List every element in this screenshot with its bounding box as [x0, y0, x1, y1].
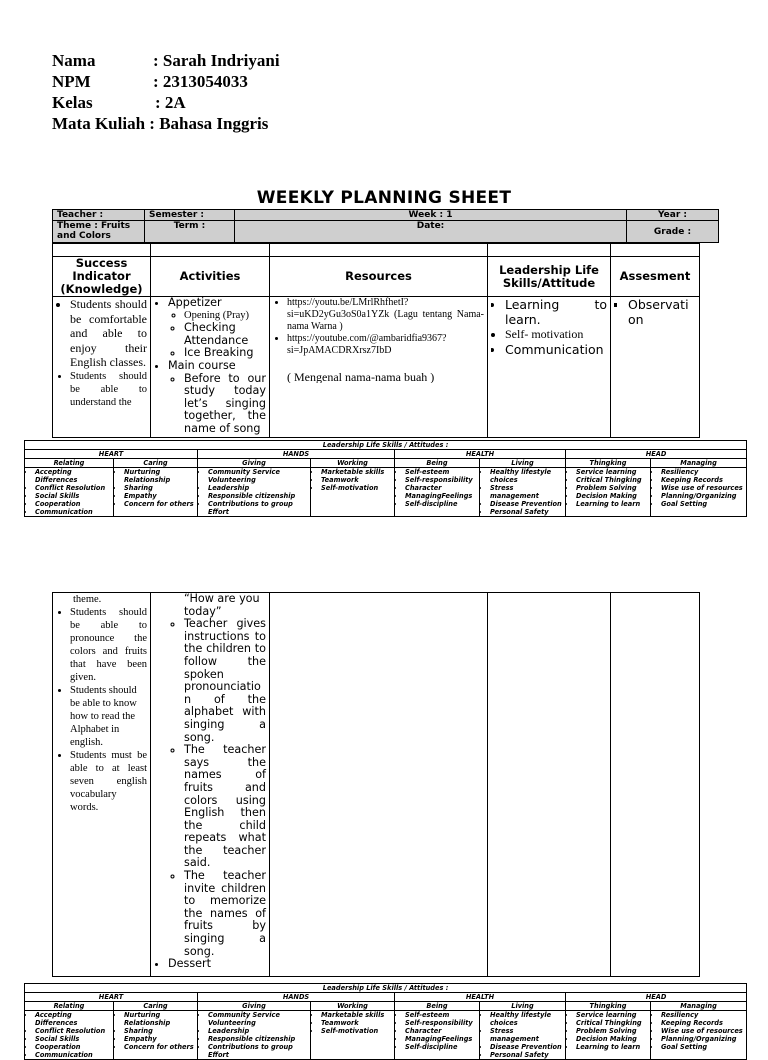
success-item: • Students should be able to know how to read the Alphabet in english.	[70, 684, 147, 749]
skills-list-item: • Self-discipline	[405, 1043, 477, 1051]
skills-list-item: • Nurturing Relationship	[124, 1011, 195, 1027]
year-cell: Year :	[627, 210, 719, 221]
assessment-cell-continued	[611, 593, 700, 977]
skills-list-item: • Self-responsibility	[405, 1019, 477, 1027]
skills-list-item: • Planning/Organizing	[661, 1035, 744, 1043]
skills-list-item: • Self-esteem	[405, 1011, 477, 1019]
skills-list-item: • Learning to learn	[576, 500, 648, 508]
skills-list-item: • Nurturing Relationship	[124, 468, 195, 484]
skills-list-item: • Self-responsibility	[405, 476, 477, 484]
skills-list-item: • Personal Safety	[490, 1051, 563, 1059]
skills-list-item: • Sharing	[124, 1027, 195, 1035]
skills-list-item: • Responsible citizenship	[208, 1035, 308, 1043]
leadership-item: • Communication	[505, 342, 607, 357]
skills-group-head: HEAD	[566, 993, 747, 1002]
success-continuation: theme.	[73, 594, 102, 605]
skills-subheader: Relating	[25, 1002, 114, 1011]
content-row-continued	[53, 593, 700, 977]
leadership-skills-legend-1	[24, 440, 747, 517]
skills-list-cell	[114, 468, 198, 517]
skills-list-item: • Marketable skills	[321, 1011, 392, 1019]
skills-title: Leadership Life Skills / Attitudes :	[25, 441, 747, 450]
skills-subheader: Being	[395, 1002, 480, 1011]
activity-continuation: “How are you today”	[184, 592, 260, 618]
skills-list-item: • Keeping Records	[661, 1019, 744, 1027]
skills-subheader: Living	[480, 1002, 566, 1011]
success-item: • Students must be able to at least seven english vocabulary words.	[70, 749, 147, 814]
skills-list-item: • ManagingFeelings	[405, 492, 477, 500]
skills-subheader: Thingking	[566, 459, 651, 468]
skills-subheader: Caring	[114, 459, 198, 468]
skills-list-item: • Responsible citizenship	[208, 492, 308, 500]
skills-list-item: • Empathy	[124, 492, 195, 500]
skills-list-cell	[198, 1011, 311, 1060]
skills-list-item: • Community Service Volunteering	[208, 468, 308, 484]
assessment-cell	[611, 297, 700, 438]
skills-list-item: • Teamwork	[321, 476, 392, 484]
planning-table-page-1	[52, 243, 700, 438]
skills-list-cell	[480, 1011, 566, 1060]
skills-subheader: Relating	[25, 459, 114, 468]
leadership-skills-legend-2	[24, 983, 747, 1060]
skills-list-item: • Critical Thingking	[576, 1019, 648, 1027]
skills-list-cell	[566, 1011, 651, 1060]
leadership-item: • Self- motivation	[505, 327, 607, 342]
skills-list-item: • Concern for others	[124, 500, 195, 508]
skills-list-item: • Problem Solving	[576, 484, 648, 492]
skills-list-item: • Self-esteem	[405, 468, 477, 476]
skills-list-item: • Leadership	[208, 484, 308, 492]
skills-list-item: • Self-motivation	[321, 1027, 392, 1035]
skills-list-item: • Contributions to group Effort	[208, 1043, 308, 1059]
resources-note: ( Mengenal nama-nama buah )	[287, 370, 435, 383]
skills-list-item: • Accepting Differences	[35, 468, 111, 484]
skills-list-item: • Stress management	[490, 1027, 563, 1043]
skills-list-item: • Learning to learn	[576, 1043, 648, 1051]
main-course-sub-item: ◦ The teacher says the names of fruits and colors using English then the child repeats what the teacher said.	[184, 744, 266, 870]
skills-list-cell	[566, 468, 651, 517]
name-label: Nama	[52, 51, 96, 70]
skills-list-item: • Disease Prevention	[490, 1043, 563, 1051]
student-identity	[52, 50, 280, 134]
main-course-sub-item: ◦ Teacher gives instructions to the children to follow the spoken pronounciatio n of the alphabet with singing a song.	[184, 618, 266, 744]
skills-list-item: • Planning/Organizing	[661, 492, 744, 500]
skills-list-item: • Goal Setting	[661, 500, 744, 508]
skills-group-heart: HEART	[25, 450, 198, 459]
skills-list-cell	[651, 1011, 747, 1060]
kelas-value: : 2A	[155, 93, 186, 112]
content-row	[53, 297, 700, 438]
skills-list-cell	[311, 1011, 395, 1060]
skills-list-item: • Self-discipline	[405, 500, 477, 508]
npm-label: NPM	[52, 72, 91, 91]
appetizer-sub-item: ◦ Checking Attendance	[184, 322, 266, 347]
theme-cell: Theme : Fruits and Colors	[53, 221, 145, 243]
leadership-cell-continued	[488, 593, 611, 977]
sheet-header-table	[52, 209, 719, 243]
leadership-cell	[488, 297, 611, 438]
main-course-sub-item: ◦ The teacher invite children to memorize the names of fruits by singing a song.	[184, 870, 266, 958]
skills-list-item: • Communication	[35, 1051, 111, 1059]
sheet-title: WEEKLY PLANNING SHEET	[256, 188, 512, 208]
dessert-item: • Dessert	[168, 958, 266, 971]
skills-subheader: Giving	[198, 1002, 311, 1011]
skills-list-item: • Service learning	[576, 468, 648, 476]
teacher-cell: Teacher :	[53, 210, 145, 221]
skills-list-item: • Goal Setting	[661, 1043, 744, 1051]
skills-subheader: Thingking	[566, 1002, 651, 1011]
skills-list-item: • Self-motivation	[321, 484, 392, 492]
skills-list-item: • Wise use of resources	[661, 1027, 744, 1035]
skills-subheader: Managing	[651, 1002, 747, 1011]
main-course-item	[168, 360, 266, 436]
grade-cell: Grade :	[627, 221, 719, 243]
week-cell: Week : 1	[235, 210, 627, 221]
skills-list-item: • Disease Prevention	[490, 500, 563, 508]
skills-list-cell	[395, 1011, 480, 1060]
appetizer-item	[168, 297, 266, 360]
skills-list-item: • Teamwork	[321, 1019, 392, 1027]
skills-list-item: • Keeping Records	[661, 476, 744, 484]
appetizer-sub-item: ◦ Ice Breaking	[184, 347, 266, 360]
skills-group-hands: HANDS	[198, 450, 395, 459]
skills-subheader: Working	[311, 459, 395, 468]
npm-row	[52, 71, 268, 92]
success-item: • Students should be able to understand the	[70, 370, 147, 409]
skills-list-item: • Wise use of resources	[661, 484, 744, 492]
skills-list-cell	[395, 468, 480, 517]
kelas-row	[52, 92, 268, 113]
skills-list-item: • ManagingFeelings	[405, 1035, 477, 1043]
resources-header: Resources	[270, 257, 488, 297]
skills-group-head: HEAD	[566, 450, 747, 459]
date-cell: Date:	[235, 221, 627, 243]
skills-list-item: • Resiliency	[661, 1011, 744, 1019]
assessment-header: Assesment	[611, 257, 700, 297]
success-cell-continued	[53, 593, 151, 977]
skills-list-item: • Sharing	[124, 484, 195, 492]
activities-header: Activities	[151, 257, 270, 297]
skills-list-item: • Contributions to group Effort	[208, 500, 308, 516]
skills-list-item: • Character	[405, 484, 477, 492]
matkul-label: Mata Kuliah	[52, 114, 146, 133]
skills-group-health: HEALTH	[395, 450, 566, 459]
skills-list-item: • Service learning	[576, 1011, 648, 1019]
appetizer-label: Appetizer	[168, 297, 222, 309]
skills-list-cell	[311, 468, 395, 517]
skills-list-cell	[198, 468, 311, 517]
skills-list-item: • Empathy	[124, 1035, 195, 1043]
skills-list-item: • Marketable skills	[321, 468, 392, 476]
skills-subheader: Caring	[114, 1002, 198, 1011]
matkul-row	[52, 113, 268, 134]
skills-list-item: • Decision Making	[576, 492, 648, 500]
skills-list-cell	[651, 468, 747, 517]
skills-list-item: • Conflict Resolution	[35, 1027, 111, 1035]
skills-group-hands: HANDS	[198, 993, 395, 1002]
activities-cell	[151, 297, 270, 438]
resources-cell-continued	[270, 593, 488, 977]
skills-subheader: Being	[395, 459, 480, 468]
resources-cell	[270, 297, 488, 438]
success-header: Success Indicator (Knowledge)	[53, 257, 151, 297]
skills-subheader: Living	[480, 459, 566, 468]
skills-list-cell	[25, 1011, 114, 1060]
skills-list-item: • Healthy lifestyle choices	[490, 468, 563, 484]
success-item: • Students should be able to pronounce the colors and fruits that have been given.	[70, 606, 147, 684]
skills-list-item: • Character	[405, 1027, 477, 1035]
appetizer-sub-item: ◦ Opening (Pray)	[184, 310, 266, 323]
kelas-label: Kelas	[52, 93, 93, 112]
assessment-item: ▪ Observati on	[628, 297, 696, 327]
main-course-label: Main course	[168, 358, 236, 372]
skills-subheader: Managing	[651, 459, 747, 468]
skills-list-item: • Healthy lifestyle choices	[490, 1011, 563, 1027]
skills-list-item: • Communication	[35, 508, 111, 516]
skills-list-item: • Resiliency	[661, 468, 744, 476]
semester-cell: Semester :	[145, 210, 235, 221]
skills-list-cell	[25, 468, 114, 517]
column-header-row	[53, 257, 700, 297]
skills-group-heart: HEART	[25, 993, 198, 1002]
skills-list-cell	[114, 1011, 198, 1060]
activities-cell-continued	[151, 593, 270, 977]
skills-list-item: • Cooperation	[35, 500, 111, 508]
skills-list-item: • Conflict Resolution	[35, 484, 111, 492]
resource-link[interactable]: • https://youtu.be/LMrlRhfhetI?si=uKD2yGu3oS0a1YZk (Lagu tentang Nama-nama Warna )	[287, 297, 484, 333]
skills-group-health: HEALTH	[395, 993, 566, 1002]
skills-list-cell	[480, 468, 566, 517]
matkul-value: : Bahasa Inggris	[149, 114, 269, 133]
name-value: : Sarah Indriyani	[153, 51, 280, 70]
skills-list-item: • Personal Safety	[490, 508, 563, 516]
skills-subheader: Giving	[198, 459, 311, 468]
success-item: • Students should be comfortable and able to enjoy their English classes.	[70, 297, 147, 370]
success-cell	[53, 297, 151, 438]
skills-subheader: Working	[311, 1002, 395, 1011]
skills-list-item: • Cooperation	[35, 1043, 111, 1051]
skills-title: Leadership Life Skills / Attitudes :	[25, 984, 747, 993]
name-row	[52, 50, 280, 71]
skills-list-item: • Critical Thingking	[576, 476, 648, 484]
skills-list-item: • Decision Making	[576, 1035, 648, 1043]
spacer-row	[53, 244, 700, 257]
skills-list-item: • Accepting Differences	[35, 1011, 111, 1027]
skills-list-item: • Concern for others	[124, 1043, 195, 1051]
npm-value: : 2313054033	[153, 72, 248, 91]
skills-list-item: • Stress management	[490, 484, 563, 500]
skills-list-item: • Social Skills	[35, 1035, 111, 1043]
skills-list-item: • Community Service Volunteering	[208, 1011, 308, 1027]
planning-table-page-2	[52, 592, 700, 977]
leadership-item: • Learning to learn.	[505, 297, 607, 327]
skills-list-item: • Problem Solving	[576, 1027, 648, 1035]
main-course-item-continued	[168, 593, 266, 958]
term-cell: Term :	[145, 221, 235, 243]
skills-list-item: • Leadership	[208, 1027, 308, 1035]
resource-link[interactable]: • https://youtube.com/@ambaridfia9367?si=JpAMACDRXrsz7IbD	[287, 333, 484, 357]
skills-list-item: • Social Skills	[35, 492, 111, 500]
main-course-sub-item: ◦ Before to our study today let’s singing together, the name of song	[184, 373, 266, 436]
leadership-header: Leadership Life Skills/Attitude	[488, 257, 611, 297]
